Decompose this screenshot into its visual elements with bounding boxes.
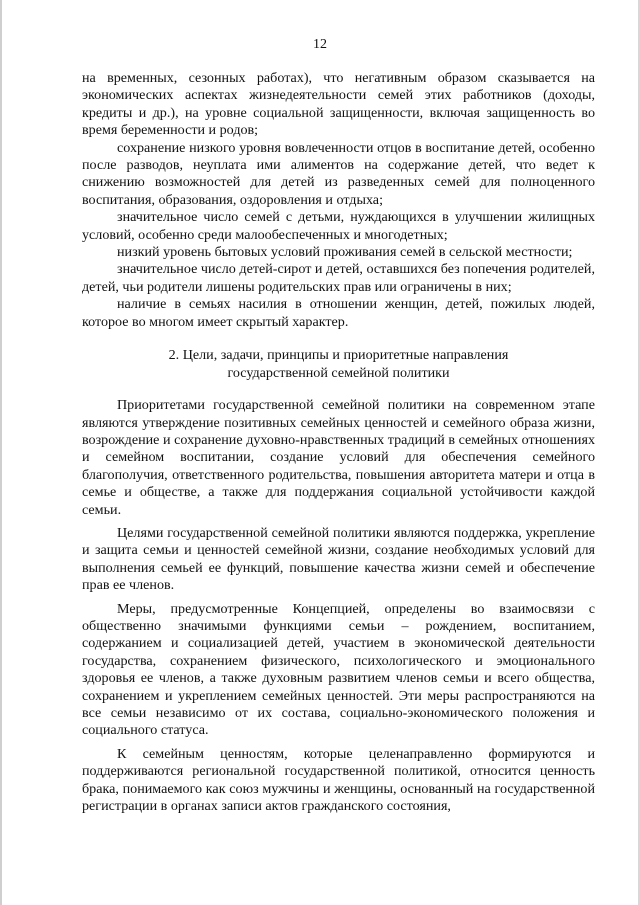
paragraph: наличие в семьях насилия в отношении женщин, детей, пожилых людей, которое во многом имеет скрытый характер. bbox=[82, 296, 595, 330]
section-heading-line-1: 2. Цели, задачи, принципы и приоритетные направления bbox=[168, 347, 509, 364]
document-body bbox=[82, 70, 595, 815]
paragraph: Целями государственной семейной политики являются поддержка, укрепление и защита семьи и ценностей семейной жизни, создание необходимых условий для выполнения семьей ее функций, повышение качества жизни семей и обеспечение прав ее членов. bbox=[82, 524, 595, 594]
paragraph: К семейным ценностям, которые целенаправленно формируются и поддерживаются региональной государственной политикой, относится ценность брака, понимаемого как союз мужчины и женщины, основанный на государственной регистрации в органах записи актов гражданского состояния, bbox=[82, 745, 595, 815]
section-heading bbox=[82, 346, 595, 382]
page-number: 12 bbox=[313, 37, 327, 52]
paragraph: значительное число семей с детьми, нуждающихся в улучшении жилищных условий, особенно среди малообеспеченных и многодетных; bbox=[82, 209, 595, 243]
section-heading-line-2: государственной семейной политики bbox=[227, 365, 450, 382]
paragraph: сохранение низкого уровня вовлеченности отцов в воспитание детей, особенно после разводов, неуплата ими алиментов на содержание детей, что ведет к снижению возможностей для детей из разведенных семей для полноценного воспитания, образования, оздоровления и отдыха; bbox=[82, 139, 595, 208]
paragraph: значительное число детей-сирот и детей, оставшихся без попечения родителей, детей, чьи родители лишены родительских прав или ограничены в них; bbox=[82, 261, 595, 295]
paragraph: низкий уровень бытовых условий проживания семей в сельской местности; bbox=[117, 244, 573, 261]
paragraph: Приоритетами государственной семейной политики на современном этапе являются утверждение позитивных семейных ценностей и семейного образа жизни, возрождение и сохранение духовно-нравственных традиций в семейных отношениях и семейном воспитании, создание условий для обеспечения семейного благополучия, ответственного родительства, повышения авторитета матери и отца в семье и обществе, а также для поддержания социальной устойчивости каждой семьи. bbox=[82, 397, 595, 518]
paragraph: Меры, предусмотренные Концепцией, определены во взаимосвязи с общественно значимыми функциями семьи – рождением, воспитанием, содержанием и социализацией детей, участием в экономической деятельности государства, сохранением физического, психологического и эмоционального здоровья ее членов, а также духовным развитием членов семьи и всего общества, сохранением и укреплением семейных ценностей. Эти меры распространяются на все семьи независимо от их состава, социально-экономического положения и социального статуса. bbox=[82, 600, 595, 739]
scan-edge-left bbox=[0, 0, 2, 905]
paragraph: на временных, сезонных работах), что негативным образом сказывается на экономических аспектах жизнедеятельности семей этих работников (доходы, кредиты и др.), на уровне социальной защищенности, включая защищенность во время беременности и родов; bbox=[82, 70, 595, 139]
